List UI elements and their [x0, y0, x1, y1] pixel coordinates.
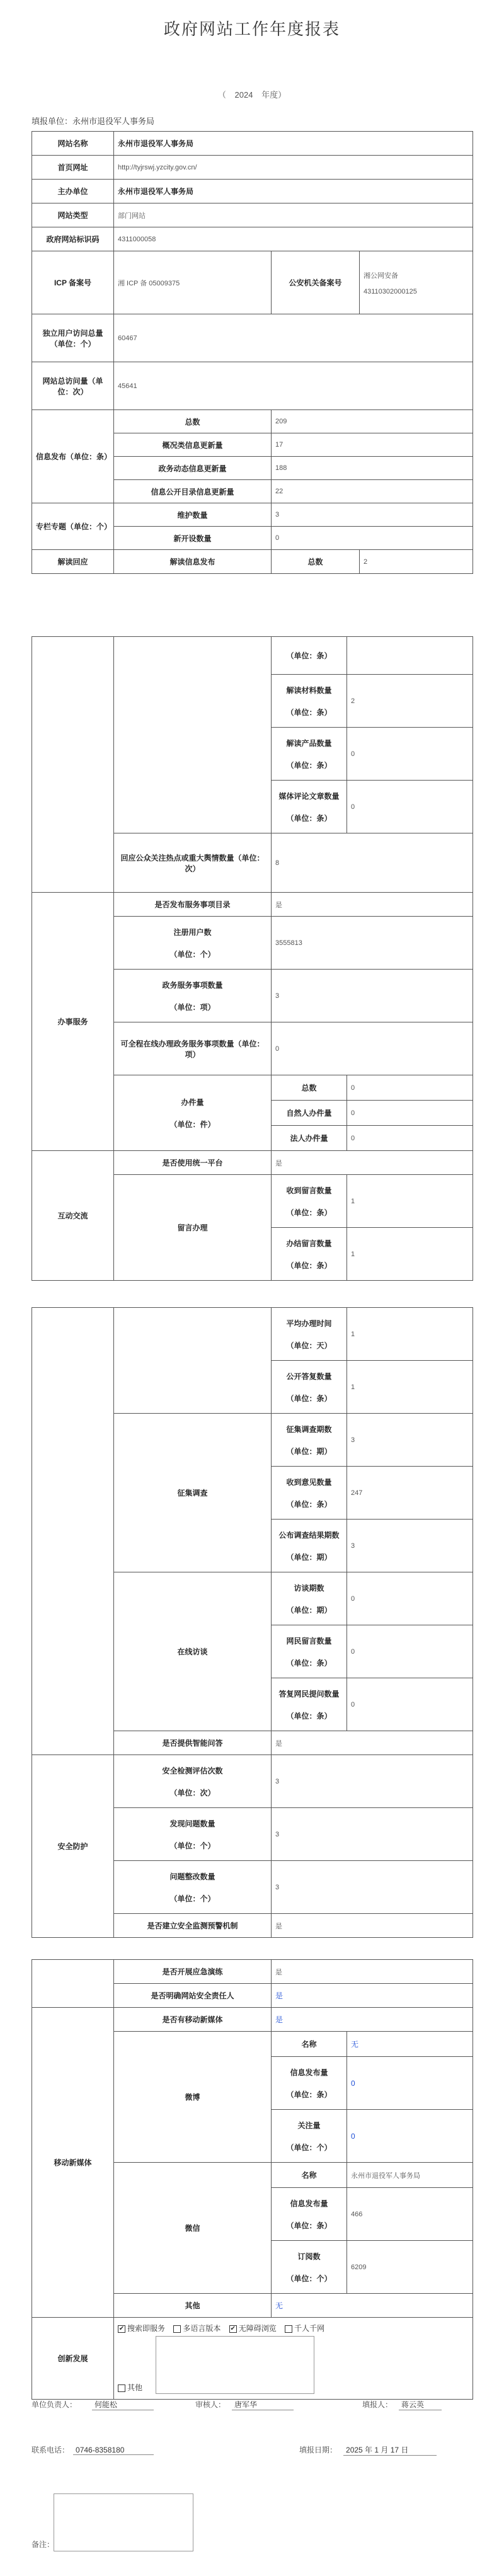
recv-unit: （单位：条） [286, 1208, 332, 1217]
site-name-value: 永州市退役军人事务局 [114, 132, 473, 156]
wechat-sub-label [272, 2241, 347, 2294]
security-label: 安全防护 [32, 1755, 114, 1938]
weibo-follow-label [272, 2110, 347, 2163]
recv-label-text: 收到留言数量 [286, 1186, 332, 1195]
wechat-label: 微信 [114, 2163, 272, 2294]
results-unit: （单位：期） [286, 1552, 332, 1562]
reviewer-label: 审核人： [195, 2400, 226, 2409]
survey-count-text: 征集调查期数 [286, 1424, 332, 1434]
security-eval-label [114, 1755, 272, 1808]
media-unit: （单位：条） [286, 813, 332, 823]
info-affairs-value: 188 [272, 457, 473, 480]
info-overview-value: 17 [272, 433, 473, 457]
interact-platform-value: 是 [272, 1151, 473, 1175]
fixed-unit: （单位：个） [169, 1894, 215, 1903]
wechat-sub-value: 6209 [347, 2241, 473, 2294]
answers-value: 0 [347, 1678, 473, 1731]
pv-value: 45641 [114, 362, 473, 410]
service-items-label [114, 970, 272, 1022]
interpret-blank [32, 637, 114, 893]
reviewer-value: 唐军华 [232, 2399, 294, 2410]
innovation-label: 创新发展 [32, 2318, 114, 2400]
found-unit: （单位：个） [169, 1841, 215, 1850]
weibo-name-value: 无 [347, 2032, 473, 2057]
site-code-label: 政府网站标识码 [32, 227, 114, 251]
users-unit: （单位：个） [169, 949, 215, 959]
opt-accessible: 无障碍浏览 [238, 2324, 277, 2333]
interpret-total-value: 2 [360, 550, 473, 574]
footer-reviewer [195, 2399, 294, 2410]
interpret-unit-label: （单位：条） [272, 637, 347, 675]
interact-avg-label [272, 1308, 347, 1361]
interact-avg-value: 1 [347, 1308, 473, 1361]
service-users-value: 3555813 [272, 917, 473, 970]
phone-label: 联系电话： [32, 2446, 70, 2454]
questions-text: 网民留言数量 [286, 1636, 332, 1646]
opt-other: 其他 [127, 2383, 143, 2392]
interpret-product-label [272, 728, 347, 781]
weibo-pub-text: 信息发布量 [290, 2068, 328, 2077]
done-unit: （单位：条） [286, 1261, 332, 1270]
interact-done-value: 1 [347, 1228, 473, 1281]
drill-label: 是否开展应急演练 [114, 1960, 272, 1984]
weibo-pub-unit: （单位：条） [286, 2090, 332, 2099]
interact-done-label [272, 1228, 347, 1281]
security-fixed-label [114, 1861, 272, 1914]
product-unit: （单位：条） [286, 760, 332, 770]
home-url-label: 首页网址 [32, 156, 114, 180]
items-label-text: 政务服务事项数量 [162, 980, 223, 990]
security-mech-value: 是 [272, 1914, 473, 1938]
resp-value: 是 [272, 1984, 473, 2008]
service-online-value: 0 [272, 1022, 473, 1075]
answers-unit: （单位：条） [286, 1711, 332, 1720]
interact-pub-label [272, 1361, 347, 1414]
security-blank [32, 1960, 114, 2008]
talk-unit: （单位：期） [286, 1605, 332, 1615]
interpret-hot-value: 8 [272, 833, 473, 893]
filler-label: 填报人： [362, 2400, 393, 2409]
handled-legal-value: 0 [347, 1126, 473, 1151]
year-open: （ [217, 90, 226, 100]
weibo-label: 微博 [114, 2032, 272, 2163]
interpret-product-value: 0 [347, 728, 473, 781]
footer-filler [362, 2399, 442, 2410]
interpret-hot-label: 回应公众关注热点或重大舆情数量（单位：次） [114, 833, 272, 893]
interpret-material-label [272, 675, 347, 728]
info-total-value: 209 [272, 410, 473, 433]
interact-recv-label [272, 1175, 347, 1228]
innovation-other-textarea[interactable] [156, 2336, 314, 2394]
eval-unit: （单位：次） [169, 1788, 215, 1797]
avg-unit: （单位：天） [286, 1341, 332, 1350]
mobile-label: 移动新媒体 [32, 2008, 114, 2318]
police-line1: 湘公网安备 [364, 272, 398, 280]
checkbox-search-checked[interactable]: ✔ [118, 2325, 125, 2332]
security-fixed-value: 3 [272, 1861, 473, 1914]
interact-pub-value: 1 [347, 1361, 473, 1414]
weibo-follow-value: 0 [347, 2110, 473, 2163]
filler-value: 蒋云英 [399, 2399, 442, 2410]
eval-text: 安全检测评估次数 [162, 1766, 223, 1775]
opinions-unit: （单位：条） [286, 1499, 332, 1509]
interpret-material-value: 2 [347, 675, 473, 728]
questions-label [272, 1625, 347, 1678]
column-new-value: 0 [272, 527, 473, 550]
mobile-other-value: 无 [272, 2294, 473, 2318]
drill-value: 是 [272, 1960, 473, 1984]
police-value [360, 251, 473, 314]
handled-total-label: 总数 [272, 1075, 347, 1101]
sponsor-label: 主办单位 [32, 180, 114, 203]
checkbox-personal[interactable] [285, 2325, 292, 2333]
interact-platform-label: 是否使用统一平台 [114, 1151, 272, 1175]
interact-blank [32, 1308, 114, 1755]
leader-value: 何能松 [92, 2399, 154, 2410]
interact-label: 互动交流 [32, 1151, 114, 1281]
column-maintain-value: 3 [272, 503, 473, 527]
interpret-media-label [272, 781, 347, 833]
handled-person-value: 0 [347, 1101, 473, 1126]
handled-total-value: 0 [347, 1075, 473, 1101]
wechat-pub-unit: （单位：条） [286, 2221, 332, 2230]
talk-text: 访谈期数 [294, 1583, 324, 1593]
survey-opinions-value: 247 [347, 1467, 473, 1520]
date-label: 填报日期： [299, 2446, 338, 2454]
uv-value: 60467 [114, 314, 473, 362]
site-name-label: 网站名称 [32, 132, 114, 156]
media-label-text: 媒体评论文章数量 [278, 791, 340, 801]
phone-value: 0746-8358180 [73, 2446, 154, 2455]
footer-date [299, 2444, 437, 2456]
security-found-value: 3 [272, 1808, 473, 1861]
site-type-value: 部门网站 [114, 203, 473, 227]
avg-label-text: 平均办理时间 [286, 1319, 332, 1328]
handled-person-label: 自然人办件量 [272, 1101, 347, 1126]
answers-label [272, 1678, 347, 1731]
material-unit: （单位：条） [286, 707, 332, 717]
leader-label: 单位负责人： [32, 2400, 77, 2409]
answers-text: 答复网民提问数量 [278, 1689, 340, 1698]
security-eval-value: 3 [272, 1755, 473, 1808]
wechat-pub-text: 信息发布量 [290, 2199, 328, 2208]
interact-msg-label: 留言办理 [114, 1175, 272, 1281]
interpret-unit-blank [347, 637, 473, 675]
page-title: 政府网站工作年度报表 [163, 20, 340, 38]
done-label-text: 办结留言数量 [286, 1239, 332, 1248]
column-new-label: 新开设数量 [114, 527, 272, 550]
footer-phone [32, 2444, 154, 2455]
checkbox-accessible-checked[interactable]: ✔ [230, 2325, 236, 2332]
qa-label: 是否提供智能问答 [114, 1731, 272, 1755]
filler-unit-label: 填报单位： [32, 117, 73, 126]
follow-unit: （单位：个） [286, 2143, 332, 2152]
wechat-name-label: 名称 [272, 2163, 347, 2188]
opt-search: 搜索即服务 [127, 2324, 166, 2333]
mobile-innovation-table [32, 1959, 473, 2400]
service-items-value: 3 [272, 970, 473, 1022]
questions-value: 0 [347, 1625, 473, 1678]
year-close: 年度） [261, 90, 287, 100]
handled-label-text: 办件量 [181, 1097, 204, 1107]
note-box[interactable] [54, 2493, 193, 2551]
column-maintain-label: 维护数量 [114, 503, 272, 527]
opinions-text: 收到意见数量 [286, 1477, 332, 1487]
survey-results-label [272, 1520, 347, 1572]
security-found-label [114, 1808, 272, 1861]
info-overview-label: 概况类信息更新量 [114, 433, 272, 457]
service-users-label [114, 917, 272, 970]
survey-count-label [272, 1414, 347, 1467]
interpret-total-label: 总数 [272, 550, 360, 574]
interpret-service-table [32, 636, 473, 1281]
icp-value: 湘 ICP 备 05009375 [114, 251, 272, 314]
weibo-name-label: 名称 [272, 2032, 347, 2057]
pub-unit: （单位：条） [286, 1394, 332, 1403]
mobile-other-label: 其他 [114, 2294, 272, 2318]
security-mech-label: 是否建立安全监测预警机制 [114, 1914, 272, 1938]
handled-unit: （单位：件） [169, 1119, 215, 1129]
sponsor-value: 永州市退役军人事务局 [114, 180, 473, 203]
icp-label: ICP 备案号 [32, 251, 114, 314]
material-label-text: 解读材料数量 [286, 685, 332, 695]
home-url-value[interactable]: http://tyjrswj.yzcity.gov.cn/ [114, 156, 473, 180]
innovation-options [114, 2318, 473, 2400]
sub-unit: （单位：个） [286, 2274, 332, 2283]
handled-legal-label: 法人办件量 [272, 1126, 347, 1151]
info-open-value: 22 [272, 480, 473, 503]
talk-label [272, 1572, 347, 1625]
mobile-has-label: 是否有移动新媒体 [114, 2008, 272, 2032]
report-year [0, 88, 504, 100]
service-catalog-value: 是 [272, 893, 473, 917]
qa-value: 是 [272, 1731, 473, 1755]
sub-text: 订阅数 [297, 2252, 321, 2261]
opt-multilang: 多语言版本 [183, 2324, 221, 2333]
police-line2: 43110302000125 [364, 287, 417, 295]
checkbox-multilang[interactable] [173, 2325, 181, 2333]
resp-label: 是否明确网站安全责任人 [114, 1984, 272, 2008]
survey-results-value: 3 [347, 1520, 473, 1572]
info-open-label: 信息公开目录信息更新量 [114, 480, 272, 503]
follow-text: 关注量 [297, 2121, 321, 2130]
interpret-blank-2 [114, 637, 272, 833]
site-code-value: 4311000058 [114, 227, 473, 251]
weibo-pub-value: 0 [347, 2057, 473, 2110]
service-catalog-label: 是否发布服务事项目录 [114, 893, 272, 917]
note-label: 备注： [32, 2540, 55, 2549]
basic-info-table [32, 131, 473, 574]
footer-leader [32, 2399, 154, 2410]
column-label: 专栏专题（单位：个） [32, 503, 114, 550]
filler-unit-value: 永州市退役军人事务局 [72, 117, 155, 126]
product-label-text: 解读产品数量 [286, 738, 332, 748]
pub-label-text: 公开答复数量 [286, 1371, 332, 1381]
fixed-text: 问题整改数量 [169, 1872, 215, 1881]
mobile-has-value: 是 [272, 2008, 473, 2032]
users-label-text: 注册用户数 [173, 927, 212, 937]
interpret-label: 解读回应 [32, 550, 114, 574]
info-publish-label: 信息发布（单位：条） [32, 410, 114, 503]
police-label: 公安机关备案号 [272, 251, 360, 314]
opt-personal: 千人千网 [294, 2324, 325, 2333]
year-value: 2024 [234, 90, 253, 100]
found-text: 发现问题数量 [169, 1819, 215, 1828]
site-type-label: 网站类型 [32, 203, 114, 227]
interact-recv-value: 1 [347, 1175, 473, 1228]
questions-unit: （单位：条） [286, 1658, 332, 1668]
interact-online-label: 在线访谈 [114, 1572, 272, 1731]
interact-blank-2 [114, 1308, 272, 1414]
wechat-pub-label [272, 2188, 347, 2241]
talk-value: 0 [347, 1572, 473, 1625]
interact-survey-label: 征集调查 [114, 1414, 272, 1572]
survey-count-unit: （单位：期） [286, 1446, 332, 1456]
survey-count-value: 3 [347, 1414, 473, 1467]
service-handled-label [114, 1075, 272, 1151]
checkbox-other[interactable] [118, 2384, 125, 2392]
innovation-other [118, 2382, 142, 2393]
results-text: 公布调查结果期数 [278, 1530, 340, 1540]
uv-label: 独立用户访问总量（单位：个） [32, 314, 114, 362]
interpret-publish-label: 解读信息发布 [114, 550, 272, 574]
date-value: 2025 年 1 月 17 日 [343, 2444, 437, 2456]
filler-unit [32, 115, 154, 127]
wechat-pub-value: 466 [347, 2188, 473, 2241]
service-label: 办事服务 [32, 893, 114, 1151]
items-unit: （单位：项） [169, 1002, 215, 1012]
pv-label: 网站总访问量（单位：次） [32, 362, 114, 410]
interact-security-table [32, 1307, 473, 1938]
service-online-label: 可全程在线办理政务服务事项数量（单位：项） [114, 1022, 272, 1075]
info-total-label: 总数 [114, 410, 272, 433]
survey-opinions-label [272, 1467, 347, 1520]
wechat-name-value: 永州市退役军人事务局 [347, 2163, 473, 2188]
info-affairs-label: 政务动态信息更新量 [114, 457, 272, 480]
interpret-media-value: 0 [347, 781, 473, 833]
weibo-pub-label [272, 2057, 347, 2110]
